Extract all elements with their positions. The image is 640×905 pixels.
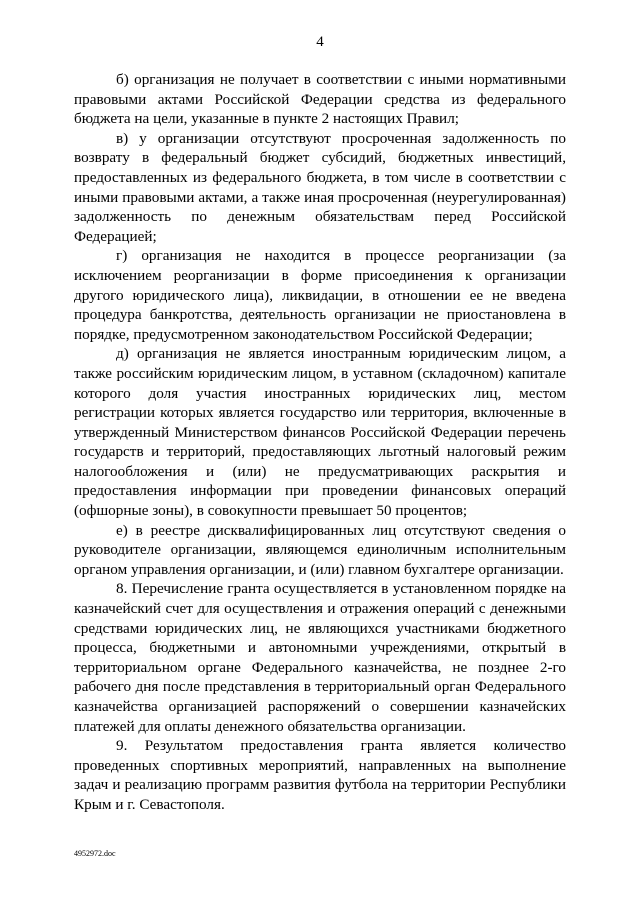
document-body [74, 70, 566, 815]
paragraph-d: д) организация не является иностранным юридическим лицом, а также российским юридическим лицом, в уставном (складочном) капитале которого доля участия иностранных юридических лиц, местом регистрации которых является государство или территория, включенные в утвержденный Министерством финансов Российской Федерации перечень государств и территорий, предоставляющих льготный налоговый режим налогообложения и (или) не предусматривающих раскрытия и предоставления информации при проведении финансовых операций (офшорные зоны), в совокупности превышает 50 процентов; [74, 345, 566, 520]
paragraph-g: г) организация не находится в процессе реорганизации (за исключением реорганизации в форме присоединения к организации другого юридического лица), ликвидации, в отношении ее не введена процедура банкротства, деятельность организации не приостановлена в порядке, предусмотренном законодательством Российской Федерации; [74, 247, 566, 343]
paragraph-v: в) у организации отсутствуют просроченная задолженность по возврату в федеральный бюджет субсидий, бюджетных инвестиций, предоставленных из федерального бюджета, в том числе в соответствии с иными правовыми актами, а также иная просроченная (неурегулированная) задолженность по денежным обязательствам перед Российской Федерацией; [74, 129, 566, 245]
page-number: 4 [316, 34, 324, 50]
paragraph-9: 9. Результатом предоставления гранта является количество проведенных спортивных мероприятий, направленных на выполнение задач и реализацию программ развития футбола на территории Республики Крым и г. Севастополя. [74, 737, 566, 813]
paragraph-b: б) организация не получает в соответствии с иными нормативными правовыми актами Российской Федерации средства из федерального бюджета на цели, указанные в пункте 2 настоящих Правил; [74, 71, 566, 128]
document-file-code: 4952972.doc [74, 849, 116, 858]
paragraph-e: е) в реестре дисквалифицированных лиц отсутствуют сведения о руководителе организации, являющемся единоличным исполнительным органом управления организации, и (или) главном бухгалтере организации. [74, 521, 566, 578]
paragraph-8: 8. Перечисление гранта осуществляется в установленном порядке на казначейский счет для осуществления и отражения операций с денежными средствами юридических лиц, не являющихся участниками бюджетного процесса, бюджетными и автономными учреждениями, открытый в территориальном органе Федерального казначейства, не позднее 2-го рабочего дня после представления в территориальный орган Федерального казначейства организацией распоряжений о совершении казначейских платежей для оплаты денежного обязательства организации. [74, 580, 566, 735]
